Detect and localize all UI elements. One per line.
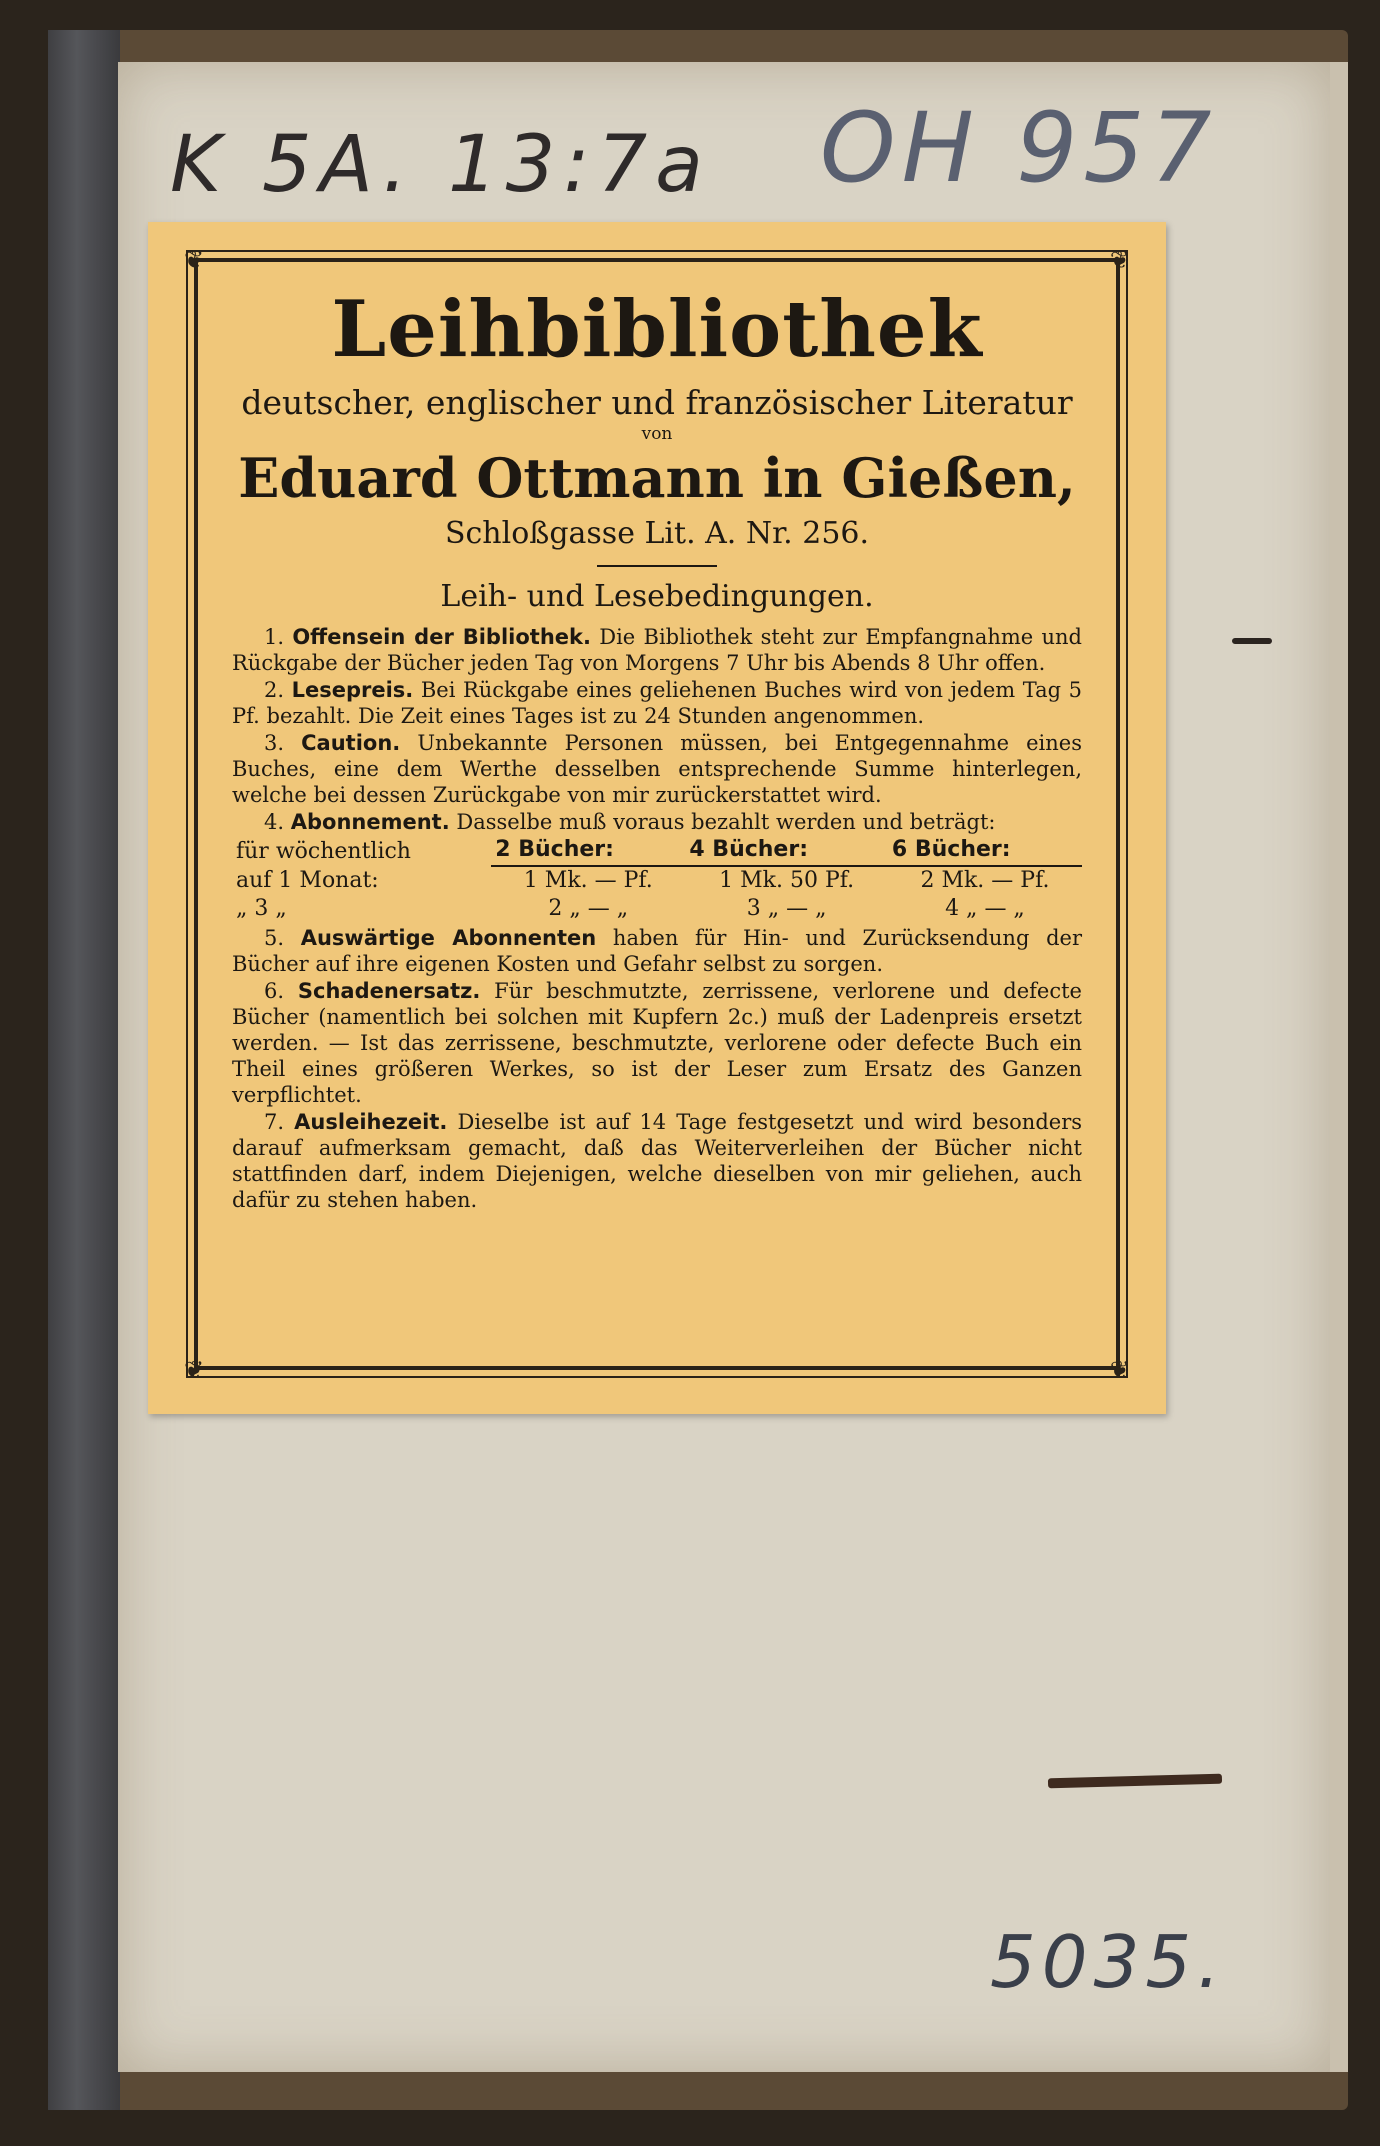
label-address: Schloßgasse Lit. A. Nr. 256.: [444, 516, 870, 551]
table-header-cell: 6 Bücher:: [888, 837, 1082, 866]
rule-item: 2. Lesepreis. Bei Rückgabe eines geliehenen Buches wird von jedem Tag 5 Pf. bezahlt. Die Zeit eines Tages ist zu 24 Stunden angenommen.: [232, 678, 1082, 728]
rule-item: 4. Abonnement. Dasselbe muß voraus bezahlt werden und beträgt:: [264, 810, 996, 834]
rule-item: 3. Caution. Unbekannte Personen müssen, bei Entgegennahme eines Buches, eine dem Werthe desselben entsprechende Summe hinterlegen, welche bei dessen Zurückgabe von mir zurückerstattet wird.: [232, 731, 1083, 807]
library-bookplate-label: [148, 222, 1166, 1414]
ink-mark: [1232, 638, 1272, 644]
rules-list: [232, 624, 1082, 1213]
table-header-cell: für wöchentlich: [236, 838, 411, 864]
table-cell: 2 Mk. — Pf.: [920, 868, 1050, 893]
table-cell: 4 „ — „: [945, 896, 1025, 921]
rule-item: 6. Schadenersatz. Für beschmutzte, zerrissene, verlorene und defecte Bücher (namentlich bei solchen mit Kupfern 2c.) muß der Ladenpreis ersetzt werden. — Ist das zerrissene, beschmutzte, verlorene oder defecte Buch ein Theil eines größeren Werkes, so ist der Leser zum Ersatz des Ganzen verpflichtet.: [232, 979, 1082, 1107]
table-cell: 3 „ — „: [746, 896, 827, 921]
table-cell: „ 3 „: [236, 896, 287, 921]
rule-item: 1. Offensein der Bibliothek. Die Bibliothek steht zur Empfangnahme und Rückgabe der Bücher jeden Tag von Morgens 7 Uhr bis Abends 8 Uhr offen.: [232, 625, 1082, 675]
price-table: [232, 837, 1082, 923]
label-owner: Eduard Ottmann in Gießen,: [238, 446, 1076, 510]
handwritten-call-number: OH 957: [820, 92, 1218, 204]
label-subtitle: deutscher, englischer und französischer Literatur: [241, 383, 1073, 422]
table-cell: auf 1 Monat:: [236, 867, 379, 893]
table-row: [232, 866, 1082, 895]
label-content: [232, 278, 1082, 1214]
page-edge: [1330, 62, 1348, 2072]
corner-ornament: ❦: [1109, 246, 1130, 274]
handwritten-accession-number: 5035.: [990, 1920, 1227, 2004]
table-row: [232, 895, 1082, 923]
label-title: Leihbibliothek: [331, 284, 983, 375]
rule-item: 7. Ausleihezeit. Dieselbe ist auf 14 Tage festgesetzt und wird besonders darauf aufmerksam gemacht, daß das Weiterverleihen der Bücher nicht stattfinden darf, indem Diejenigen, welche dieselben von mir geliehen, auch dafür zu stehen haben.: [232, 1110, 1083, 1212]
corner-ornament: ❦: [1109, 1356, 1130, 1384]
table-cell: 1 Mk. 50 Pf.: [719, 868, 855, 893]
table-header-cell: 2 Bücher:: [491, 837, 685, 866]
spine-binding: [48, 30, 120, 2110]
table-cell: 1 Mk. — Pf.: [523, 868, 653, 893]
corner-ornament: ❦: [184, 246, 205, 274]
handwritten-shelf-mark: K 5A. 13:7a: [170, 120, 711, 210]
divider: [597, 565, 717, 567]
table-cell: 2 „ — „: [548, 896, 629, 921]
table-header-row: [232, 837, 1082, 866]
corner-ornament: ❦: [184, 1356, 205, 1384]
label-von: von: [641, 424, 673, 444]
rule-item: 5. Auswärtige Abonnenten haben für Hin- und Zurücksendung der Bücher auf ihre eigenen Kosten und Gefahr selbst zu sorgen.: [232, 926, 1082, 976]
table-header-cell: 4 Bücher:: [685, 837, 888, 866]
conditions-title: Leih- und Lesebedingungen.: [440, 579, 874, 614]
